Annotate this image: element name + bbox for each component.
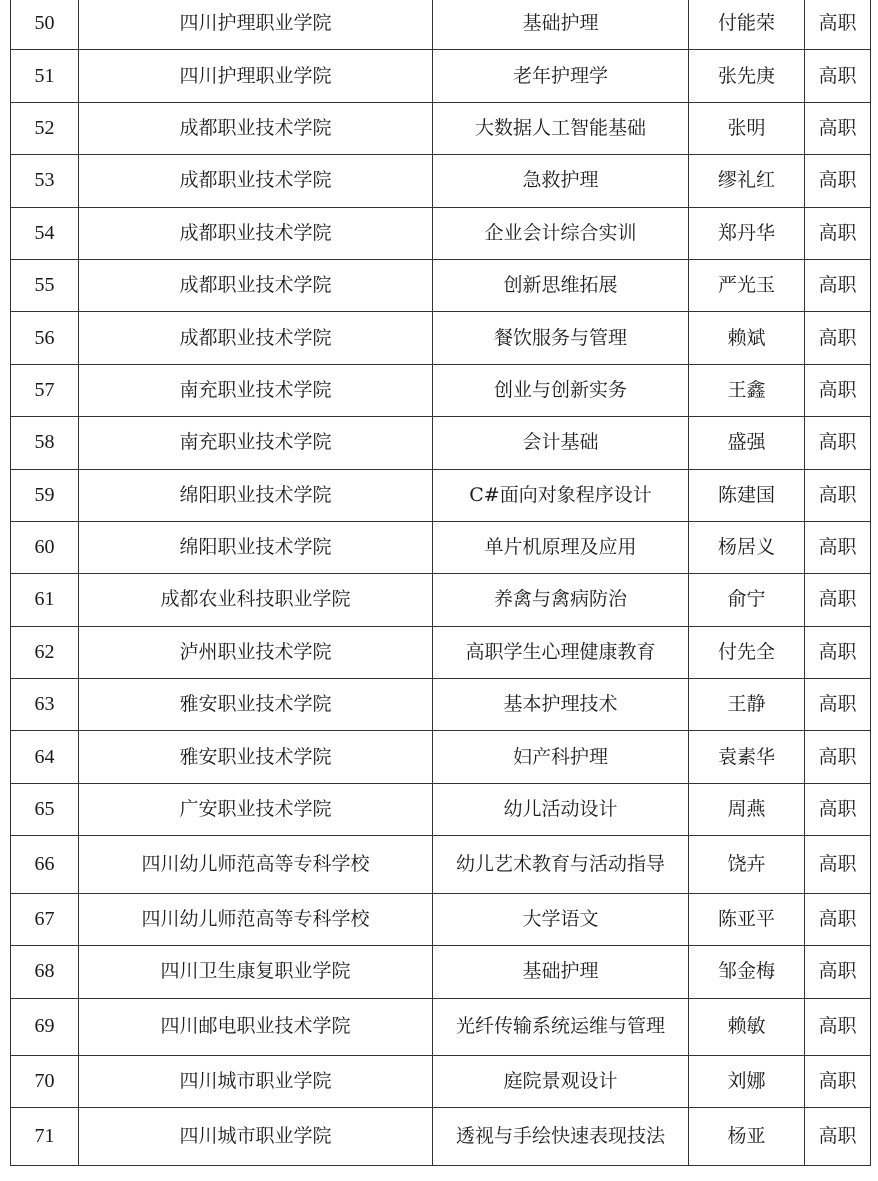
row-number-cell: 53	[11, 155, 79, 207]
table-row	[11, 417, 871, 469]
course-name-cell: 老年护理学	[433, 50, 689, 102]
teacher-name-cell: 陈亚平	[689, 893, 805, 945]
school-name-cell: 雅安职业技术学院	[79, 679, 433, 731]
school-name-cell: 成都职业技术学院	[79, 207, 433, 259]
level-cell: 高职	[805, 1108, 871, 1166]
course-name-cell: 急救护理	[433, 155, 689, 207]
teacher-name-cell: 周燕	[689, 783, 805, 835]
teacher-name-cell: 袁素华	[689, 731, 805, 783]
level-cell: 高职	[805, 1056, 871, 1108]
level-cell: 高职	[805, 783, 871, 835]
teacher-name-cell: 俞宁	[689, 574, 805, 626]
school-name-cell: 成都农业科技职业学院	[79, 574, 433, 626]
table-row	[11, 1108, 871, 1166]
teacher-name-cell: 付能荣	[689, 0, 805, 50]
course-name-cell: 高职学生心理健康教育	[433, 626, 689, 678]
row-number-cell: 57	[11, 364, 79, 416]
table-row	[11, 626, 871, 678]
table-row	[11, 102, 871, 154]
table-row	[11, 1056, 871, 1108]
row-number-cell: 58	[11, 417, 79, 469]
teacher-name-cell: 赖斌	[689, 312, 805, 364]
school-name-cell: 四川幼儿师范高等专科学校	[79, 893, 433, 945]
course-name-cell: 养禽与禽病防治	[433, 574, 689, 626]
level-cell: 高职	[805, 259, 871, 311]
level-cell: 高职	[805, 998, 871, 1056]
teacher-name-cell: 陈建国	[689, 469, 805, 521]
course-name-cell: 透视与手绘快速表现技法	[433, 1108, 689, 1166]
level-cell: 高职	[805, 207, 871, 259]
row-number-cell: 63	[11, 679, 79, 731]
row-number-cell: 66	[11, 836, 79, 894]
row-number-cell: 59	[11, 469, 79, 521]
level-cell: 高职	[805, 155, 871, 207]
course-name-cell: 基本护理技术	[433, 679, 689, 731]
table-row	[11, 469, 871, 521]
row-number-cell: 55	[11, 259, 79, 311]
school-name-cell: 南充职业技术学院	[79, 417, 433, 469]
row-number-cell: 62	[11, 626, 79, 678]
row-number-cell: 61	[11, 574, 79, 626]
level-cell: 高职	[805, 574, 871, 626]
table-row	[11, 998, 871, 1056]
table-row	[11, 679, 871, 731]
course-name-cell: 企业会计综合实训	[433, 207, 689, 259]
table-row	[11, 207, 871, 259]
level-cell: 高职	[805, 417, 871, 469]
teacher-name-cell: 盛强	[689, 417, 805, 469]
level-cell: 高职	[805, 893, 871, 945]
level-cell: 高职	[805, 731, 871, 783]
level-cell: 高职	[805, 946, 871, 998]
row-number-cell: 64	[11, 731, 79, 783]
table-row	[11, 312, 871, 364]
teacher-name-cell: 张先庚	[689, 50, 805, 102]
row-number-cell: 54	[11, 207, 79, 259]
teacher-name-cell: 王鑫	[689, 364, 805, 416]
teacher-name-cell: 郑丹华	[689, 207, 805, 259]
school-name-cell: 雅安职业技术学院	[79, 731, 433, 783]
school-name-cell: 四川护理职业学院	[79, 50, 433, 102]
school-name-cell: 南充职业技术学院	[79, 364, 433, 416]
level-cell: 高职	[805, 469, 871, 521]
table-row	[11, 50, 871, 102]
table-row	[11, 521, 871, 573]
table-row	[11, 574, 871, 626]
course-name-cell: 大数据人工智能基础	[433, 102, 689, 154]
row-number-cell: 71	[11, 1108, 79, 1166]
table-body	[11, 0, 871, 1165]
row-number-cell: 70	[11, 1056, 79, 1108]
course-name-cell: C#面向对象程序设计	[433, 469, 689, 521]
level-cell: 高职	[805, 102, 871, 154]
level-cell: 高职	[805, 626, 871, 678]
row-number-cell: 69	[11, 998, 79, 1056]
course-name-cell: 基础护理	[433, 946, 689, 998]
school-name-cell: 成都职业技术学院	[79, 312, 433, 364]
teacher-name-cell: 王静	[689, 679, 805, 731]
table-row	[11, 0, 871, 50]
course-name-cell: 单片机原理及应用	[433, 521, 689, 573]
teacher-name-cell: 缪礼红	[689, 155, 805, 207]
table-row	[11, 783, 871, 835]
school-name-cell: 泸州职业技术学院	[79, 626, 433, 678]
course-name-cell: 创新思维拓展	[433, 259, 689, 311]
teacher-name-cell: 邹金梅	[689, 946, 805, 998]
teacher-name-cell: 杨亚	[689, 1108, 805, 1166]
school-name-cell: 四川邮电职业技术学院	[79, 998, 433, 1056]
level-cell: 高职	[805, 836, 871, 894]
teacher-name-cell: 饶卉	[689, 836, 805, 894]
course-name-cell: 基础护理	[433, 0, 689, 50]
course-name-cell: 会计基础	[433, 417, 689, 469]
table-row	[11, 364, 871, 416]
course-name-cell: 幼儿艺术教育与活动指导	[433, 836, 689, 894]
school-name-cell: 四川城市职业学院	[79, 1056, 433, 1108]
row-number-cell: 60	[11, 521, 79, 573]
school-name-cell: 四川幼儿师范高等专科学校	[79, 836, 433, 894]
table-row	[11, 731, 871, 783]
school-name-cell: 绵阳职业技术学院	[79, 521, 433, 573]
row-number-cell: 67	[11, 893, 79, 945]
school-name-cell: 四川护理职业学院	[79, 0, 433, 50]
course-list-table	[10, 0, 871, 1166]
teacher-name-cell: 杨居义	[689, 521, 805, 573]
course-name-cell: 光纤传输系统运维与管理	[433, 998, 689, 1056]
row-number-cell: 51	[11, 50, 79, 102]
course-name-cell: 餐饮服务与管理	[433, 312, 689, 364]
school-name-cell: 成都职业技术学院	[79, 155, 433, 207]
table-row	[11, 836, 871, 894]
row-number-cell: 50	[11, 0, 79, 50]
row-number-cell: 52	[11, 102, 79, 154]
table-row	[11, 946, 871, 998]
row-number-cell: 65	[11, 783, 79, 835]
teacher-name-cell: 付先全	[689, 626, 805, 678]
level-cell: 高职	[805, 521, 871, 573]
teacher-name-cell: 刘娜	[689, 1056, 805, 1108]
level-cell: 高职	[805, 364, 871, 416]
course-name-cell: 庭院景观设计	[433, 1056, 689, 1108]
teacher-name-cell: 张明	[689, 102, 805, 154]
level-cell: 高职	[805, 679, 871, 731]
course-name-cell: 创业与创新实务	[433, 364, 689, 416]
row-number-cell: 68	[11, 946, 79, 998]
school-name-cell: 绵阳职业技术学院	[79, 469, 433, 521]
school-name-cell: 四川卫生康复职业学院	[79, 946, 433, 998]
table-row	[11, 259, 871, 311]
school-name-cell: 成都职业技术学院	[79, 102, 433, 154]
course-name-cell: 幼儿活动设计	[433, 783, 689, 835]
table-row	[11, 155, 871, 207]
school-name-cell: 四川城市职业学院	[79, 1108, 433, 1166]
teacher-name-cell: 赖敏	[689, 998, 805, 1056]
school-name-cell: 成都职业技术学院	[79, 259, 433, 311]
row-number-cell: 56	[11, 312, 79, 364]
level-cell: 高职	[805, 50, 871, 102]
level-cell: 高职	[805, 312, 871, 364]
course-name-cell: 大学语文	[433, 893, 689, 945]
course-name-cell: 妇产科护理	[433, 731, 689, 783]
teacher-name-cell: 严光玉	[689, 259, 805, 311]
school-name-cell: 广安职业技术学院	[79, 783, 433, 835]
table-row	[11, 893, 871, 945]
level-cell: 高职	[805, 0, 871, 50]
